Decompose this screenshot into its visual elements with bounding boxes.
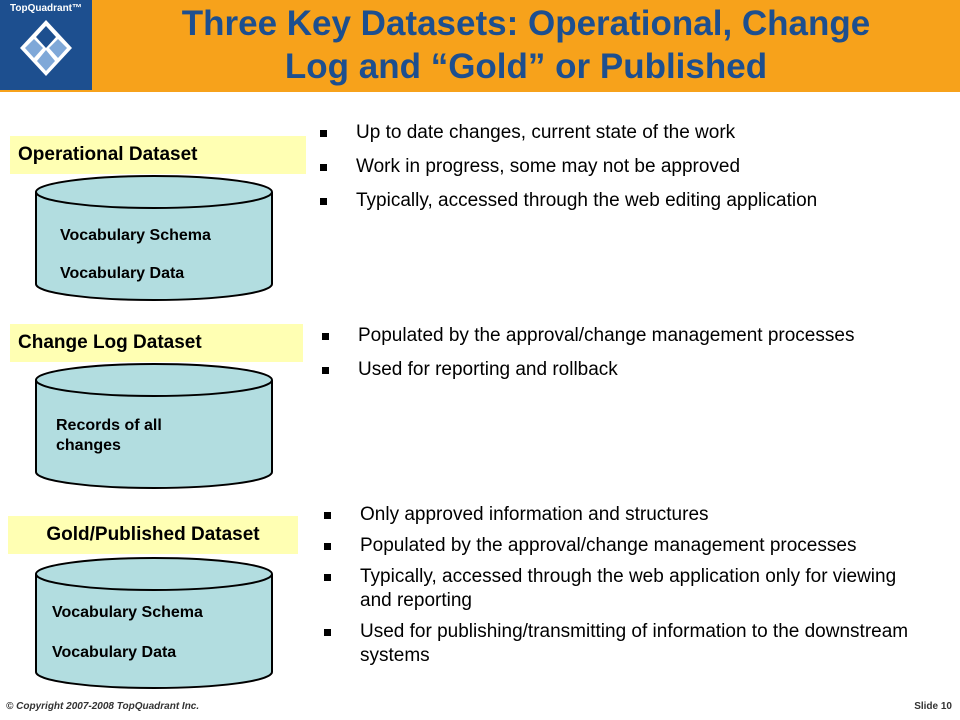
bullet-item: Populated by the approval/change management processes: [320, 534, 885, 558]
bullet-item: Work in progress, some may not be approved: [316, 155, 836, 179]
bullet-item: Used for publishing/transmitting of information to the downstream systems: [320, 620, 930, 668]
cylinder-line: Records of all changes: [56, 417, 162, 454]
cylinder-line: Vocabulary Schema: [60, 227, 211, 244]
copyright-text: © Copyright 2007-2008 TopQuadrant Inc.: [6, 701, 200, 712]
operational-dataset-label: Operational Dataset: [10, 136, 306, 174]
bullet-item: Typically, accessed through the web application only for viewing and reporting: [320, 565, 930, 613]
gold-published-dataset-label: Gold/Published Dataset: [8, 516, 298, 554]
bullet-item: Typically, accessed through the web editing application: [316, 189, 836, 213]
topquadrant-logo: [0, 0, 92, 90]
title-line-1: Three Key Datasets: Operational, Change: [181, 4, 871, 43]
gold-published-bullets: [320, 503, 909, 668]
cylinder-line: Vocabulary Data: [60, 265, 185, 282]
bullet-item: Used for reporting and rollback: [318, 358, 878, 382]
change-log-bullets: [318, 324, 878, 392]
bullet-item: Up to date changes, current state of the work: [316, 121, 836, 145]
operational-bullets: [316, 121, 836, 223]
change-log-dataset-label: Change Log Dataset: [10, 324, 303, 362]
bullet-item: Populated by the approval/change management processes: [318, 324, 878, 348]
page-title: [96, 2, 956, 88]
logo-text: TopQuadrant™: [9, 3, 83, 14]
slide-number: Slide 10: [914, 701, 952, 712]
cylinder-line: Vocabulary Data: [52, 644, 177, 661]
logo-diamond-icon: [0, 0, 92, 90]
bullet-item: Only approved information and structures: [320, 503, 900, 527]
gold-published-dataset-cylinder: [34, 556, 274, 692]
cylinder-line: Vocabulary Schema: [52, 604, 203, 621]
title-line-2: Log and “Gold” or Published: [284, 47, 768, 86]
